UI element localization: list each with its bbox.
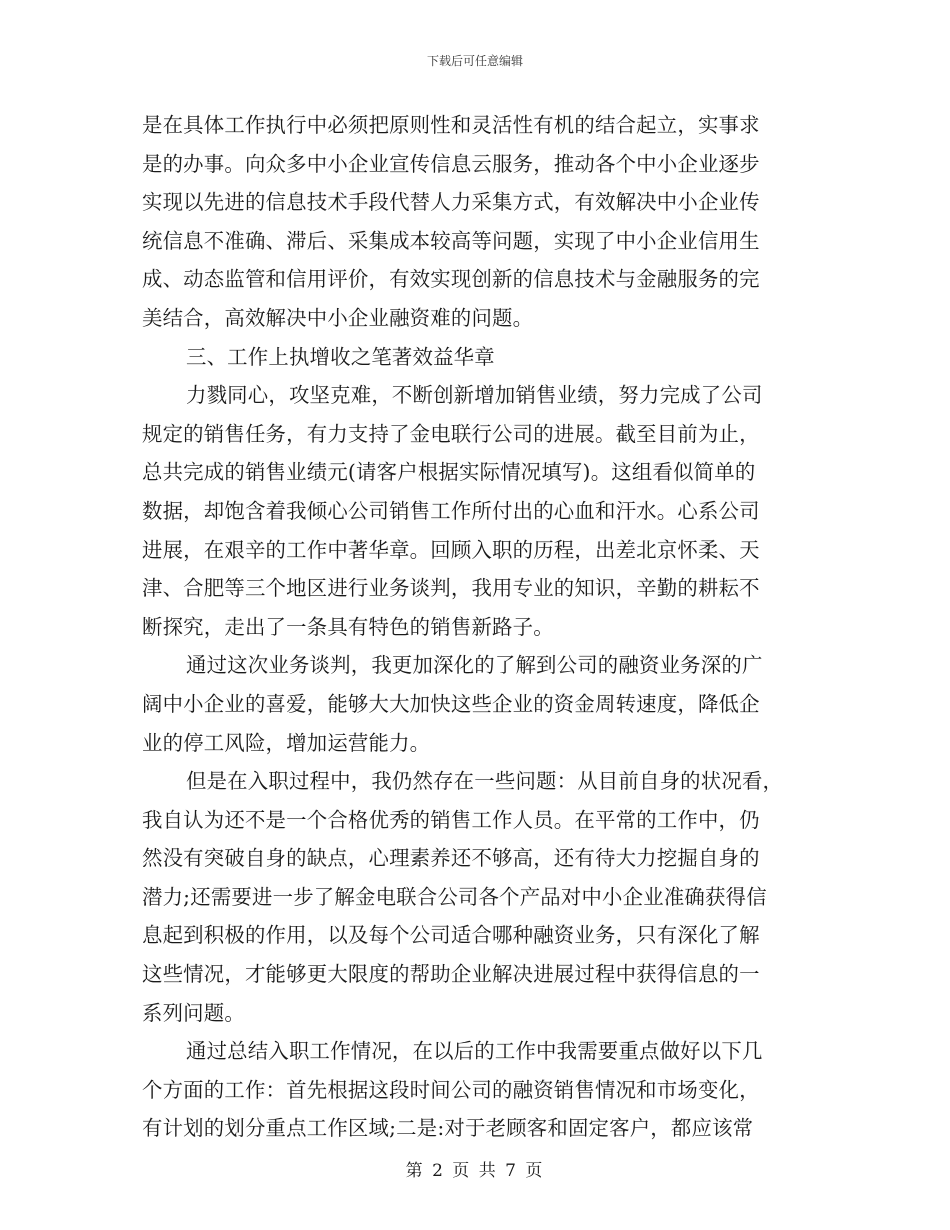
- text-line: 息起到积极的作用，以及每个公司适合哪种融资业务，只有深化了解: [142, 923, 760, 948]
- text-line: 这些情况，才能够更大限度的帮助企业解决进展过程中获得信息的一: [142, 962, 760, 987]
- text-line: 美结合，高效解决中小企业融资难的问题。: [142, 305, 534, 330]
- text-line: 是的办事。向众多中小企业宣传信息云服务，推动各个中小企业逐步: [142, 151, 760, 176]
- text-line: 通过这次业务谈判，我更加深化的了解到公司的融资业务深的广: [186, 653, 763, 678]
- text-line: 断探究，走出了一条具有特色的销售新路子。: [142, 614, 554, 639]
- text-line: 数据，却饱含着我倾心公司销售工作所付出的心血和汗水。心系公司: [142, 498, 760, 523]
- text-line: 进展，在艰辛的工作中著华章。回顾入职的历程，出差北京怀柔、天: [142, 537, 760, 562]
- text-line: 个方面的工作：首先根据这段时间公司的融资销售情况和市场变化，: [142, 1077, 760, 1102]
- document-body: [142, 106, 810, 1148]
- page-header: 下载后可任意编辑: [426, 54, 523, 68]
- text-line: 统信息不准确、滞后、采集成本较高等问题，实现了中小企业信用生: [142, 228, 760, 253]
- text-line: 阔中小企业的喜爱，能够大大加快这些企业的资金周转速度，降低企: [142, 691, 760, 716]
- text-line: 通过总结入职工作情况，在以后的工作中我需要重点做好以下几: [186, 1039, 763, 1064]
- text-line: 潜力;还需要进一步了解金电联合公司各个产品对中小企业准确获得信: [142, 884, 767, 909]
- text-line: 津、合肥等三个地区进行业务谈判，我用专业的知识，辛勤的耕耘不: [142, 576, 760, 601]
- text-line: 规定的销售任务，有力支持了金电联行公司的进展。截至目前为止，: [142, 421, 760, 446]
- text-line: 实现以先进的信息技术手段代替人力采集方式，有效解决中小企业传: [142, 190, 760, 215]
- text-line: 业的停工风险，增加运营能力。: [142, 730, 431, 755]
- text-line: 力戮同心，攻坚克难，不断创新增加销售业绩，努力完成了公司: [186, 383, 763, 408]
- text-line: 是在具体工作执行中必须把原则性和灵活性有机的结合起立，实事求: [142, 113, 760, 137]
- text-line: 系列问题。: [142, 1000, 245, 1025]
- page-footer: 第 2 页 共 7 页: [405, 1161, 545, 1181]
- text-line: 我自认为还不是一个合格优秀的销售工作人员。在平常的工作中，仍: [142, 807, 760, 832]
- text-line: 总共完成的销售业绩元(请客户根据实际情况填写)。这组看似简单的: [142, 460, 756, 485]
- text-line: 有计划的划分重点工作区域;二是:对于老顾客和固定客户，都应该常: [142, 1116, 754, 1141]
- text-line: 但是在入职过程中，我仍然存在一些问题：从目前自身的状况看，: [186, 769, 784, 794]
- text-line: 三、工作上执增收之笔著效益华章: [186, 344, 495, 369]
- text-line: 成、动态监管和信用评价，有效实现创新的信息技术与金融服务的完: [142, 267, 760, 292]
- text-line: 然没有突破自身的缺点，心理素养还不够高，还有待大力挖掘自身的: [142, 846, 760, 871]
